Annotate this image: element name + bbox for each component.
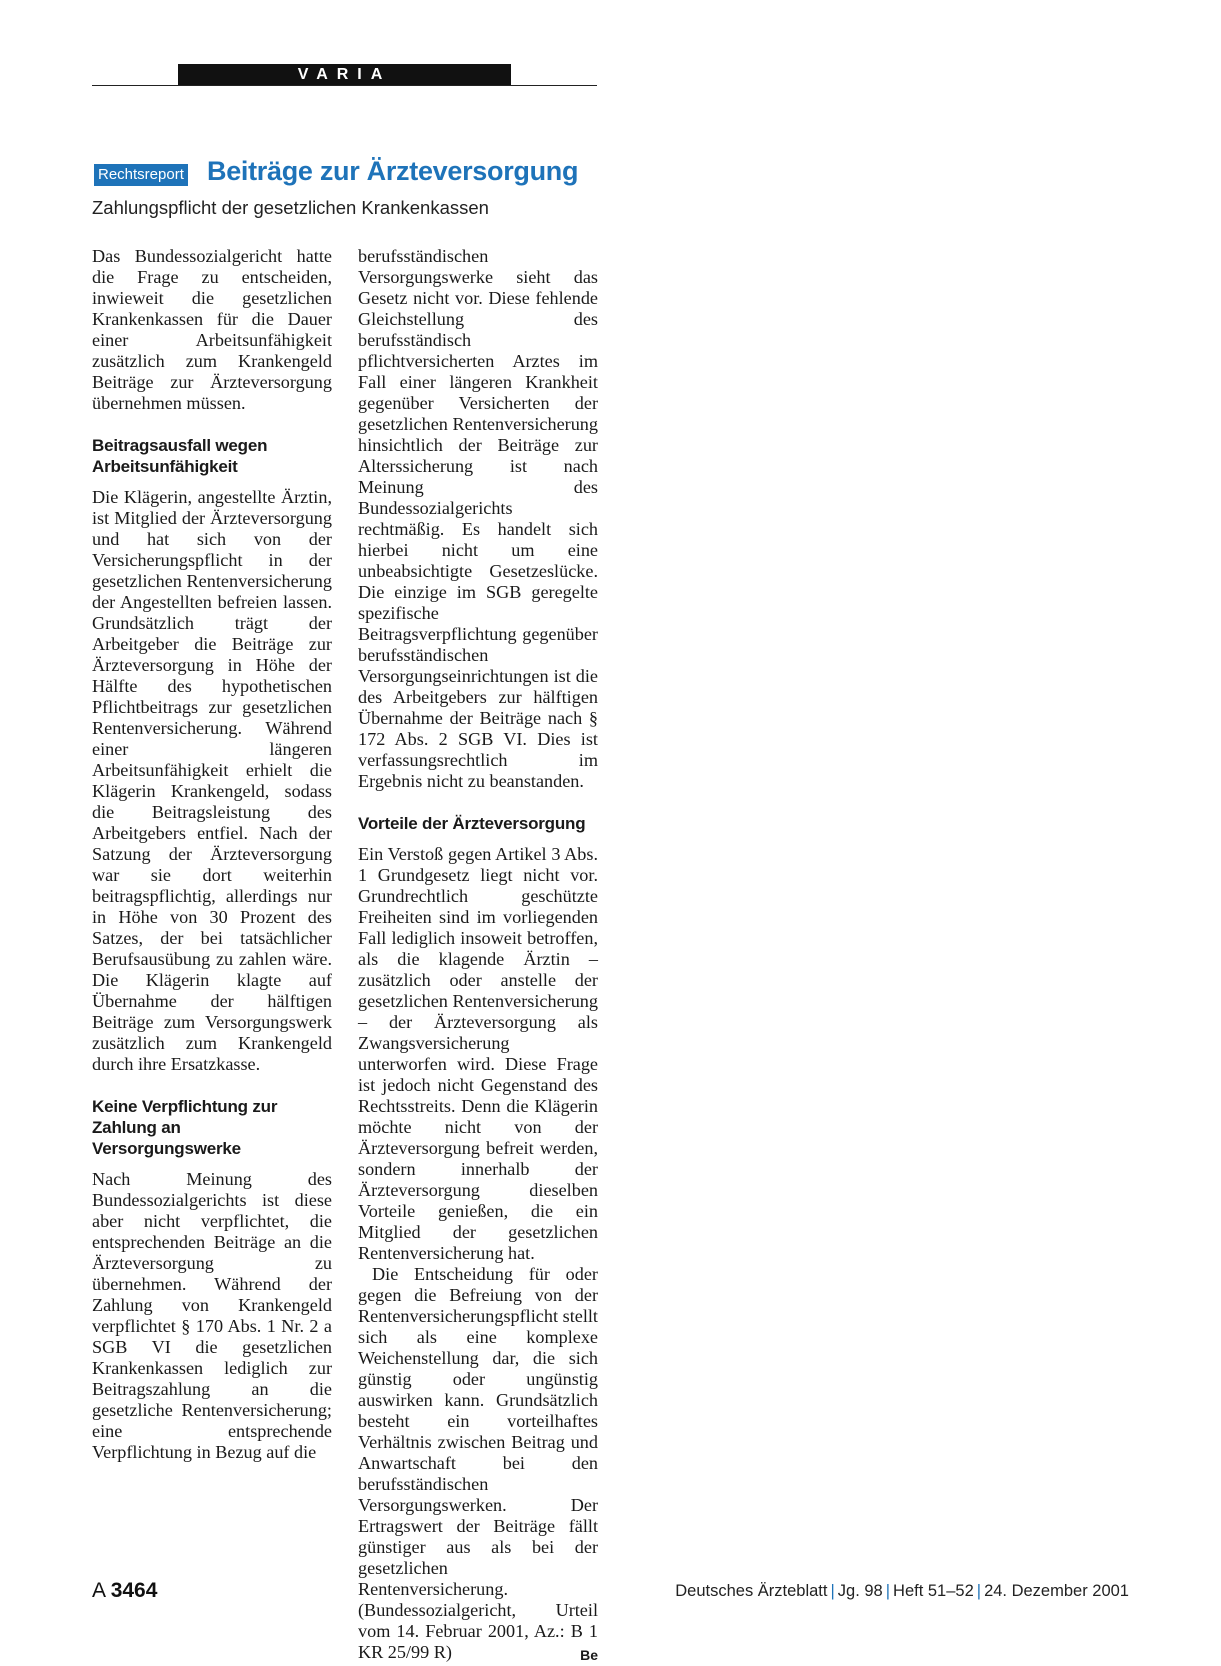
paragraph-keine-verpflichtung-continued: berufsständischen Versorgungswerke sieht das Gesetz nicht vor. Diese fehlende Gleichstellung des berufsständisch pflichtversicherten Arztes im Fall einer längeren Krankheit gegenüber Versicherten der gesetzlichen Rentenversicherung hinsichtlich der Beiträge zur Alterssicherung ist nach Meinung des Bundessozialgerichts rechtmäßig. Es handelt sich hierbei nicht um eine unbeabsichtigte Gesetzeslücke. Die einzige im SGB geregelte spezifische Beitragsverpflichtung gegenüber berufsständischen Versorgungseinrichtungen ist die des Arbeitgebers zur hälftigen Übernahme der Beiträge nach § 172 Abs. 2 SGB VI. Dies ist verfassungsrechtlich im Ergebnis nicht zu beanstanden.	[358, 246, 598, 791]
article-subtitle: Zahlungspflicht der gesetzlichen Krankenkassen	[92, 197, 489, 218]
journal-footer	[675, 1582, 1129, 1601]
paragraph-keine-verpflichtung: Nach Meinung des Bundessozialgerichts ist diese aber nicht verpflichtet, die entsprechenden Beiträge an die Ärzteversorgung zu übernehmen. Während der Zahlung von Krankengeld verpflichtet § 170 Abs. 1 Nr. 2 a SGB VI die gesetzlichen Krankenkassen lediglich zur Beitragszahlung an die gesetzliche Rentenversicherung; eine entsprechende Verpflichtung in Bezug auf die	[92, 1169, 332, 1462]
rubric-badge: Rechtsreport	[94, 164, 188, 186]
heading-keine-verpflichtung: Keine Verpflichtung zur Zahlung an Versorgungswerke	[92, 1097, 278, 1158]
heading-beitragsausfall: Beitragsausfall wegen Arbeitsunfähigkeit	[92, 436, 268, 476]
paragraph-beitragsausfall: Die Klägerin, angestellte Ärztin, ist Mitglied der Ärzteversorgung und hat sich von der Versicherungspflicht in der gesetzlichen Rentenversicherung der Angestellten befreien lassen. Grundsätzlich trägt der Arbeitgeber die Beiträge zur Ärzteversorgung in Höhe der Hälfte des hypothetischen Pflichtbeitrags zur gesetzlichen Rentenversicherung. Während einer längeren Arbeitsunfähigkeit erhielt die Klägerin Krankengeld, sodass die Beitragsleistung des Arbeitgebers entfiel. Nach der Satzung der Ärzteversorgung war sie dort weiterhin beitragspflichtig, allerdings nur in Höhe von 30 Prozent des Satzes, der bei tatsächlicher Berufsausübung zu zahlen wäre. Die Klägerin klagte auf Übernahme der hälftigen Beiträge zum Versorgungswerk zusätzlich zum Krankengeld durch ihre Ersatzkasse.	[92, 487, 332, 1074]
page-number-value: 3464	[110, 1579, 158, 1602]
page-number	[92, 1579, 157, 1603]
page-prefix: A	[92, 1579, 105, 1602]
column-right	[358, 246, 598, 1666]
section-label: VARIA	[178, 64, 511, 86]
section-rule	[92, 85, 597, 86]
journal-name: Deutsches Ärzteblatt	[675, 1582, 828, 1600]
footer-separator: |	[830, 1582, 835, 1600]
journal-volume: Jg. 98	[837, 1582, 883, 1600]
journal-issue: Heft 51–52	[893, 1582, 974, 1600]
intro-paragraph: Das Bundessozialgericht hatte die Frage zu entscheiden, inwieweit die gesetzlichen Krankenkassen für die Dauer einer Arbeitsunfähigkeit zusätzlich zum Krankengeld Beiträge zur Ärzteversorgung übernehmen müssen.	[92, 246, 332, 413]
journal-date: 24. Dezember 2001	[984, 1582, 1129, 1600]
paragraph-vorteile: Ein Verstoß gegen Artikel 3 Abs. 1 Grundgesetz liegt nicht vor. Grundrechtlich geschützte Freiheiten sind im vorliegenden Fall lediglich insoweit betroffen, als die klagende Ärztin – zusätzlich oder anstelle der gesetzlichen Rentenversicherung – der Ärzteversorgung als Zwangsversicherung unterworfen wird. Diese Frage ist jedoch nicht Gegenstand des Rechtsstreits. Denn die Klägerin möchte nicht von der Ärzteversorgung befreit werden, sondern innerhalb der Ärzteversorgung dieselben Vorteile genießen, die ein Mitglied der gesetzlichen Rentenversicherung hat.	[358, 844, 598, 1263]
heading-vorteile: Vorteile der Ärzteversorgung	[358, 814, 586, 833]
article-title: Beiträge zur Ärzteversorgung	[207, 156, 579, 186]
column-left	[92, 246, 332, 1463]
author-signature: Be	[580, 1647, 598, 1663]
paragraph-entscheidung-text: Die Entscheidung für oder gegen die Befreiung von der Rentenversicherungspflicht stellt sich als eine komplexe Weichenstellung dar, die sich günstig oder ungünstig auswirken kann. Grundsätzlich besteht ein vorteilhaftes Verhältnis zwischen Beitrag und Anwartschaft bei den berufsständischen Versorgungswerken. Der Ertragswert der Beiträge fällt günstiger aus als bei der gesetzlichen Rentenversicherung. (Bundessozialgericht, Urteil vom 14. Februar 2001, Az.: B 1 KR 25/99 R)	[358, 1264, 598, 1662]
footer-separator: |	[885, 1582, 891, 1600]
footer-separator: |	[976, 1582, 982, 1600]
paragraph-entscheidung	[358, 1264, 598, 1663]
